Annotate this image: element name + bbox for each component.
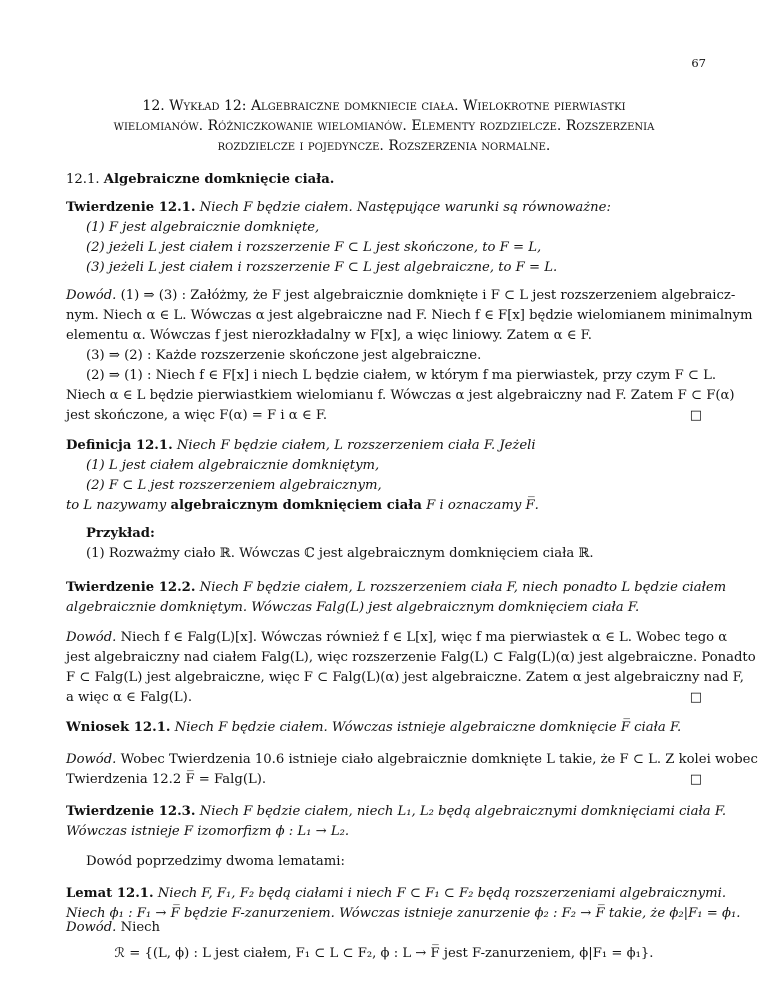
proof-corollary bbox=[66, 750, 758, 790]
proof-line: Niech f ∈ Falg(L)[x]. Wówczas również f ∈ L[x], więc f ma pierwiastek α ∈ L. Wobec tego α bbox=[120, 630, 728, 645]
corollary-12-1 bbox=[66, 718, 702, 738]
qed-symbol: □ bbox=[689, 772, 702, 787]
definition-item: (1) L jest ciałem algebraicznie domkniętym, bbox=[86, 458, 380, 473]
theorem-line: algebraicznie domkniętym. Wówczas Falg(L) jest algebraicznym domknięciem ciała F. bbox=[66, 600, 640, 615]
definition-conclusion: F i oznaczamy F̅. bbox=[426, 498, 539, 513]
theorem-head: Twierdzenie 12.2. bbox=[66, 580, 196, 595]
definition-head: Definicja 12.1. bbox=[66, 438, 173, 453]
theorem-item: (3) jeżeli L jest ciałem i rozszerzenie F ⊂ L jest algebraiczne, to F = L. bbox=[86, 260, 558, 275]
chapter-title-line: wielomianów. Różniczkowanie wielomianów. Elementy rozdzielcze. Rozszerzenia bbox=[113, 118, 655, 134]
defined-term: algebraicznym domknięciem ciała bbox=[170, 498, 422, 513]
theorem-12-3 bbox=[66, 802, 727, 842]
proof-12-2 bbox=[66, 628, 756, 708]
example-head: Przykład: bbox=[86, 526, 155, 541]
proof-line: jest algebraiczny nad ciałem Falg(L), więc rozszerzenie Falg(L) ⊂ Falg(L)(α) jest algebraiczne. Ponadto bbox=[66, 650, 756, 665]
proof-line: (3) ⇒ (2) : Każde rozszerzenie skończone jest algebraiczne. bbox=[86, 348, 482, 363]
page-number: 67 bbox=[691, 56, 706, 70]
proof-head: Dowód. bbox=[66, 920, 117, 935]
corollary-text: Niech F będzie ciałem. Wówczas istnieje algebraiczne domknięcie F̅ ciała F. bbox=[174, 720, 682, 735]
section-number: 12.1. bbox=[66, 172, 100, 187]
qed-symbol: □ bbox=[689, 408, 702, 423]
theorem-head: Twierdzenie 12.3. bbox=[66, 804, 196, 819]
proof-line: Wobec Twierdzenia 10.6 istnieje ciało algebraicznie domknięte L takie, że F ⊂ L. Z kolei wobec bbox=[120, 752, 758, 767]
theorem-12-1 bbox=[66, 198, 702, 278]
proof-lemma bbox=[66, 918, 702, 964]
definition-conclusion: to L nazywamy bbox=[66, 498, 167, 513]
theorem-item: (1) F jest algebraicznie domknięte, bbox=[86, 220, 320, 235]
proof-head: Dowód. bbox=[66, 752, 117, 767]
proof-line: elementu α. Wówczas f jest nierozkładalny w F[x], a więc liniowy. Zatem α ∈ F. bbox=[66, 328, 592, 343]
proof-line: (2) ⇒ (1) : Niech f ∈ F[x] i niech L będzie ciałem, w którym f ma pierwiastek, przy czym F ⊂ L. bbox=[86, 368, 717, 383]
corollary-head: Wniosek 12.1. bbox=[66, 720, 171, 735]
theorem-item: (2) jeżeli L jest ciałem i rozszerzenie F ⊂ L jest skończone, to F = L, bbox=[86, 240, 542, 255]
proof-line: Niech α ∈ L będzie pierwiastkiem wielomianu f. Wówczas α jest algebraiczny nad F. Zatem F ⊂ F(α) bbox=[66, 388, 735, 403]
example bbox=[66, 524, 702, 564]
theorem-12-2 bbox=[66, 578, 727, 618]
proof-line: a więc α ∈ Falg(L). bbox=[66, 690, 193, 705]
lemma-line: Niech F, F₁, F₂ będą ciałami i niech F ⊂ F₁ ⊂ F₂ będą rozszerzeniami algebraicznymi. bbox=[157, 886, 727, 901]
proof-line: Twierdzenia 12.2 F̅ = Falg(L). bbox=[66, 772, 267, 787]
definition-12-1 bbox=[66, 436, 702, 516]
theorem-head: Twierdzenie 12.1. bbox=[66, 200, 196, 215]
display-formula: ℛ = {(L, ϕ) : L jest ciałem, F₁ ⊂ L ⊂ F₂, ϕ : L → F̅ jest F-zanurzeniem, ϕ|F₁ = ϕ₁}. bbox=[114, 946, 654, 961]
theorem-intro: Niech F będzie ciałem. Następujące warunki są równoważne: bbox=[199, 200, 611, 215]
proof-line: nym. Niech α ∈ L. Wówczas α jest algebraiczne nad F. Niech f ∈ F[x] będzie wielomianem minimalnym bbox=[66, 308, 753, 323]
proof-text: Niech bbox=[120, 920, 161, 935]
definition-item: (2) F ⊂ L jest rozszerzeniem algebraicznym, bbox=[86, 478, 382, 493]
example-item: (1) Rozważmy ciało ℝ. Wówczas ℂ jest algebraicznym domknięciem ciała ℝ. bbox=[86, 546, 594, 561]
theorem-line: Niech F będzie ciałem, niech L₁, L₂ będą algebraicznymi domknięciami ciała F. bbox=[199, 804, 727, 819]
proof-12-1 bbox=[66, 286, 753, 426]
chapter-title bbox=[66, 96, 702, 156]
proof-line: (1) ⇒ (3) : Załóżmy, że F jest algebraicznie domknięte i F ⊂ L jest rozszerzeniem algebraicz- bbox=[120, 288, 736, 303]
proof-head: Dowód. bbox=[66, 288, 117, 303]
proof-head: Dowód. bbox=[66, 630, 117, 645]
chapter-title-line: rozdzielcze i pojedyncze. Rozszerzenia normalne. bbox=[217, 138, 551, 154]
lemma-line: Niech ϕ₁ : F₁ → F̅ będzie F-zanurzeniem. Wówczas istnieje zanurzenie ϕ₂ : F₂ → F̅ takie, że ϕ₂|F₁ = ϕ₁. bbox=[66, 906, 741, 921]
theorem-line: Wówczas istnieje F izomorfizm ϕ : L₁ → L₂. bbox=[66, 824, 350, 839]
proof-line: F ⊂ Falg(L) jest algebraiczne, więc F ⊂ Falg(L)(α) jest algebraiczne. Zatem α jest algebraiczny nad F, bbox=[66, 670, 744, 685]
proof-line: jest skończone, a więc F(α) = F i α ∈ F. bbox=[66, 408, 328, 423]
theorem-line: Niech F będzie ciałem, L rozszerzeniem ciała F, niech ponadto L będzie ciałem bbox=[199, 580, 727, 595]
section-title: Algebraiczne domknięcie ciała. bbox=[103, 172, 335, 187]
qed-symbol: □ bbox=[689, 690, 702, 705]
section-heading bbox=[66, 170, 702, 190]
lemma-head: Lemat 12.1. bbox=[66, 886, 154, 901]
chapter-title-line: 12. Wykład 12: Algebraiczne domkniecie ciała. Wielokrotne pierwiastki bbox=[142, 98, 626, 114]
lemma-intro: Dowód poprzedzimy dwoma lematami: bbox=[86, 854, 345, 869]
definition-intro: Niech F będzie ciałem, L rozszerzeniem ciała F. Jeżeli bbox=[176, 438, 536, 453]
